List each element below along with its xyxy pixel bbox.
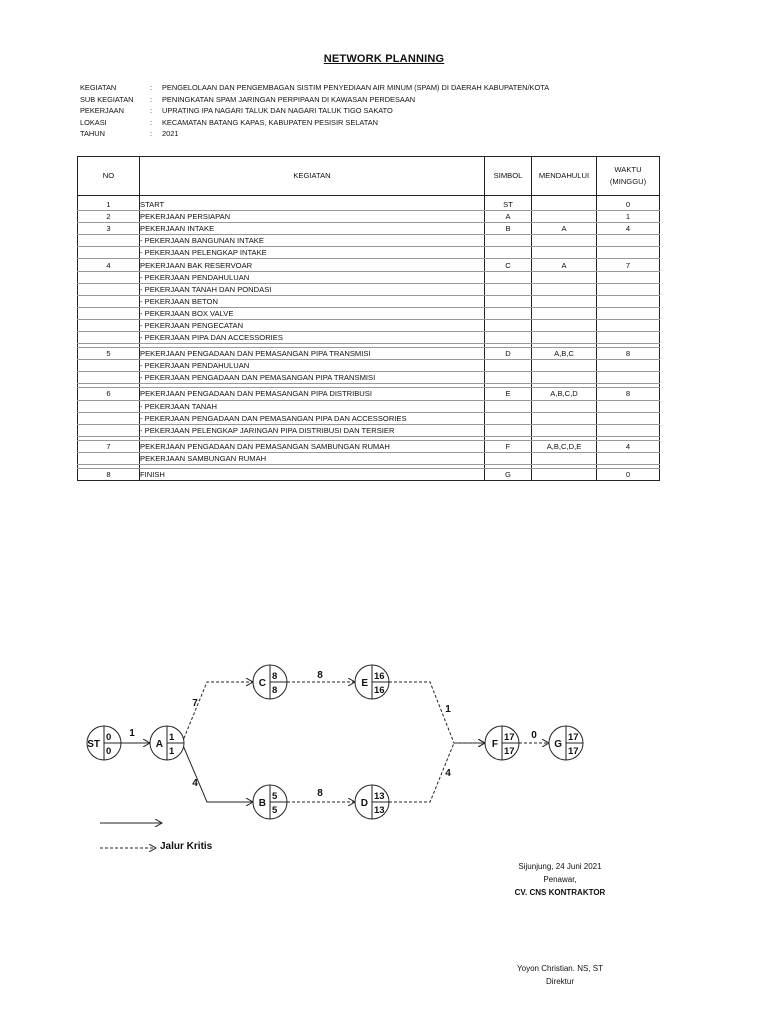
cell-no (78, 283, 140, 295)
node-id: E (361, 678, 368, 689)
cell-kegiatan: - PEKERJAAN BETON (140, 295, 485, 307)
cell-mendahului (532, 332, 597, 344)
project-meta (80, 82, 549, 140)
header-simbol: SIMBOL (485, 157, 532, 196)
legend-arrows (98, 815, 168, 855)
table-row (78, 468, 660, 480)
meta-value: PENGELOLAAN DAN PENGEMBAGAN SISTIM PENYEDIAAN AIR MINUM (SPAM) DI DAERAH KABUPATEN/KOTA (162, 83, 550, 92)
cell-no: 2 (78, 211, 140, 223)
cell-simbol: B (485, 223, 532, 235)
cell-no: 8 (78, 468, 140, 480)
sign-company: CV. CNS KONTRAKTOR (514, 888, 606, 897)
node-g (549, 726, 583, 760)
network-planning-table (77, 156, 660, 481)
cell-kegiatan: PEKERJAAN BAK RESERVOAR (140, 259, 485, 271)
cell-no (78, 271, 140, 283)
cell-mendahului: A,B,C,D,E (532, 440, 597, 452)
cell-mendahului (532, 235, 597, 247)
cell-simbol (485, 247, 532, 259)
cell-mendahului (532, 400, 597, 412)
meta-key: LOKASI (80, 117, 107, 127)
node-id: ST (87, 739, 100, 750)
cell-waktu: 8 (597, 348, 660, 360)
meta-colon: : (150, 129, 153, 138)
cell-waktu (597, 412, 660, 424)
node-b (253, 785, 287, 819)
cell-no (78, 360, 140, 372)
sign-name: Yoyon Christian. NS, ST (517, 964, 603, 973)
edge-label: 1 (129, 728, 135, 739)
node-id: C (258, 678, 266, 689)
cell-no (78, 400, 140, 412)
node-earliest-time: 16 (374, 671, 385, 682)
meta-value: 2021 (162, 129, 179, 138)
table-row (78, 211, 660, 223)
table-row (78, 388, 660, 400)
header-no: NO (78, 157, 140, 196)
node-earliest-time: 0 (106, 732, 112, 743)
cell-mendahului (532, 283, 597, 295)
meta-colon: : (150, 117, 153, 127)
cell-simbol (485, 452, 532, 464)
cell-waktu (597, 400, 660, 412)
cell-waktu (597, 372, 660, 384)
cell-simbol (485, 400, 532, 412)
cell-waktu: 4 (597, 440, 660, 452)
cell-simbol: E (485, 388, 532, 400)
cell-waktu: 1 (597, 211, 660, 223)
node-a (150, 726, 184, 760)
cell-simbol (485, 235, 532, 247)
cell-no (78, 307, 140, 319)
cell-no (78, 452, 140, 464)
node-f (485, 726, 519, 760)
table-row (78, 360, 660, 372)
table-row (78, 295, 660, 307)
cell-waktu (597, 307, 660, 319)
cell-kegiatan: - PEKERJAAN TANAH (140, 400, 485, 412)
node-st (87, 726, 121, 760)
table-row (78, 424, 660, 436)
table-row (78, 348, 660, 360)
cell-mendahului (532, 307, 597, 319)
node-earliest-time: 1 (169, 732, 175, 743)
cell-mendahului (532, 211, 597, 223)
table-row (78, 307, 660, 319)
header-kegiatan: KEGIATAN (140, 157, 485, 196)
cell-no (78, 424, 140, 436)
cell-simbol (485, 332, 532, 344)
cell-simbol (485, 360, 532, 372)
cell-kegiatan: PEKERJAAN INTAKE (140, 223, 485, 235)
cell-no (78, 412, 140, 424)
cell-kegiatan: PEKERJAAN PENGADAAN DAN PEMASANGAN PIPA DISTRIBUSI (140, 388, 485, 400)
edge-label: 4 (445, 768, 451, 779)
cell-no: 3 (78, 223, 140, 235)
node-latest-time: 1 (169, 746, 175, 757)
meta-value: PENINGKATAN SPAM JARINGAN PERPIPAAN DI KAWASAN PERDESAAN (162, 94, 416, 104)
table-row (78, 319, 660, 331)
cell-kegiatan: PEKERJAAN PENGADAAN DAN PEMASANGAN SAMBUNGAN RUMAH (140, 440, 485, 452)
cell-simbol (485, 271, 532, 283)
cell-simbol: C (485, 259, 532, 271)
table-row (78, 223, 660, 235)
meta-colon: : (150, 94, 153, 104)
table-row (78, 400, 660, 412)
sign-role: Penawar, (543, 875, 577, 884)
cell-simbol (485, 424, 532, 436)
node-latest-time: 0 (106, 746, 112, 757)
edge-label: 0 (531, 730, 537, 741)
cell-mendahului: A (532, 223, 597, 235)
cell-mendahului (532, 271, 597, 283)
table-row (78, 199, 660, 211)
meta-key: SUB KEGIATAN (80, 94, 134, 104)
node-e (355, 665, 389, 699)
node-latest-time: 13 (374, 805, 385, 816)
table-body (78, 196, 660, 481)
cell-kegiatan: - PEKERJAAN PENGADAAN DAN PEMASANGAN PIPA DAN ACCESSORIES (140, 412, 485, 424)
cell-waktu (597, 283, 660, 295)
cell-no: 1 (78, 199, 140, 211)
cell-simbol (485, 307, 532, 319)
cell-waktu: 7 (597, 259, 660, 271)
node-earliest-time: 13 (374, 791, 385, 802)
table-row (78, 235, 660, 247)
network-diagram (0, 640, 768, 840)
cell-kegiatan: - PEKERJAAN TANAH DAN PONDASI (140, 283, 485, 295)
cell-waktu (597, 235, 660, 247)
meta-key: PEKERJAAN (80, 106, 124, 115)
cell-kegiatan: - PEKERJAAN PENDAHULUAN (140, 360, 485, 372)
edge-label: 4 (192, 778, 198, 789)
cell-kegiatan: - PEKERJAAN BOX VALVE (140, 307, 485, 319)
cell-kegiatan: PEKERJAAN PERSIAPAN (140, 211, 485, 223)
cell-waktu: 4 (597, 223, 660, 235)
table-header-row (78, 157, 660, 196)
cell-mendahului (532, 295, 597, 307)
cell-no (78, 319, 140, 331)
node-id: F (491, 739, 498, 750)
node-latest-time: 8 (272, 685, 278, 696)
cell-mendahului (532, 199, 597, 211)
cell-simbol: ST (485, 199, 532, 211)
node-latest-time: 17 (504, 746, 515, 757)
cell-no (78, 235, 140, 247)
table-row (78, 332, 660, 344)
cell-no: 6 (78, 388, 140, 400)
cell-waktu (597, 319, 660, 331)
cell-waktu (597, 247, 660, 259)
header-waktu: WAKTU (MINGGU) (597, 157, 660, 196)
cell-kegiatan: START (140, 199, 485, 211)
cell-mendahului (532, 372, 597, 384)
cell-no: 7 (78, 440, 140, 452)
meta-colon: : (150, 106, 153, 115)
meta-colon: : (150, 83, 153, 92)
table-row (78, 440, 660, 452)
table-row (78, 452, 660, 464)
table-row (78, 271, 660, 283)
node-earliest-time: 5 (272, 791, 278, 802)
cell-no: 4 (78, 259, 140, 271)
cell-waktu: 8 (597, 388, 660, 400)
cell-kegiatan: - PEKERJAAN PELENGKAP JARINGAN PIPA DISTRIBUSI DAN TERSIER (140, 424, 485, 436)
node-id: G (554, 739, 562, 750)
node-earliest-time: 17 (504, 732, 515, 743)
node-earliest-time: 17 (568, 732, 579, 743)
signer-block (470, 962, 650, 988)
node-latest-time: 17 (568, 746, 579, 757)
cell-kegiatan: - PEKERJAAN PIPA DAN ACCESSORIES (140, 332, 485, 344)
cell-kegiatan: FINISH (140, 468, 485, 480)
meta-row (80, 128, 549, 140)
cell-kegiatan: PEKERJAAN SAMBUNGAN RUMAH (140, 452, 485, 464)
header-mendahului: MENDAHULUI (532, 157, 597, 196)
meta-key: TAHUN (80, 129, 105, 138)
cell-mendahului (532, 319, 597, 331)
cell-waktu (597, 424, 660, 436)
cell-mendahului (532, 360, 597, 372)
cell-waktu (597, 452, 660, 464)
meta-row (80, 117, 549, 129)
cell-simbol (485, 295, 532, 307)
cell-waktu (597, 360, 660, 372)
node-c (253, 665, 287, 699)
cell-waktu: 0 (597, 199, 660, 211)
meta-key: KEGIATAN (80, 83, 117, 92)
node-earliest-time: 8 (272, 671, 278, 682)
edge-a-c (182, 682, 253, 743)
table-row (78, 412, 660, 424)
meta-row (80, 105, 549, 117)
signature-block (470, 860, 650, 899)
cell-simbol: G (485, 468, 532, 480)
cell-mendahului (532, 412, 597, 424)
node-id: D (360, 798, 368, 809)
cell-simbol: A (485, 211, 532, 223)
meta-row (80, 94, 549, 106)
cell-no: 5 (78, 348, 140, 360)
cell-waktu (597, 332, 660, 344)
cell-no (78, 372, 140, 384)
table-row (78, 259, 660, 271)
edge-label: 8 (317, 670, 323, 681)
table-row (78, 372, 660, 384)
cell-simbol: F (485, 440, 532, 452)
cell-kegiatan: - PEKERJAAN PENDAHULUAN (140, 271, 485, 283)
cell-no (78, 295, 140, 307)
node-d (355, 785, 389, 819)
edge-a-b (182, 743, 253, 802)
cell-mendahului (532, 424, 597, 436)
document-title: NETWORK PLANNING (323, 53, 445, 65)
node-id: B (258, 798, 266, 809)
edge-label: 1 (445, 704, 451, 715)
sign-place-date: Sijunjung, 24 Juni 2021 (518, 862, 602, 871)
cell-mendahului: A,B,C,D (532, 388, 597, 400)
cell-no (78, 332, 140, 344)
cell-mendahului: A (532, 259, 597, 271)
cell-kegiatan: - PEKERJAAN PENGADAAN DAN PEMASANGAN PIPA TRANSMISI (140, 372, 485, 384)
cell-mendahului (532, 247, 597, 259)
cell-simbol (485, 412, 532, 424)
cell-simbol (485, 319, 532, 331)
cell-waktu (597, 271, 660, 283)
node-latest-time: 5 (272, 805, 278, 816)
cell-no (78, 247, 140, 259)
meta-value: KECAMATAN BATANG KAPAS, KABUPATEN PESISIR SELATAN (162, 117, 379, 127)
cell-simbol (485, 283, 532, 295)
edge-label: 8 (317, 788, 323, 799)
cell-kegiatan: - PEKERJAAN BANGUNAN INTAKE (140, 235, 485, 247)
cell-simbol: D (485, 348, 532, 360)
meta-value: UPRATING IPA NAGARI TALUK DAN NAGARI TALUK TIGO SAKATO (162, 106, 393, 115)
cell-mendahului: A,B,C (532, 348, 597, 360)
cell-mendahului (532, 468, 597, 480)
cell-waktu (597, 295, 660, 307)
meta-row (80, 82, 549, 94)
legend-critical-label: Jalur Kritis (160, 841, 213, 852)
node-latest-time: 16 (374, 685, 385, 696)
cell-waktu: 0 (597, 468, 660, 480)
edge-e-f (389, 682, 485, 743)
cell-simbol (485, 372, 532, 384)
edge-d-f (389, 743, 485, 802)
cell-kegiatan: - PEKERJAAN PENGECATAN (140, 319, 485, 331)
cell-kegiatan: PEKERJAAN PENGADAAN DAN PEMASANGAN PIPA TRANSMISI (140, 348, 485, 360)
node-id: A (155, 739, 163, 750)
edge-label: 7 (192, 698, 198, 709)
cell-mendahului (532, 452, 597, 464)
table-row (78, 247, 660, 259)
sign-position: Direktur (545, 977, 574, 986)
table-row (78, 283, 660, 295)
cell-kegiatan: - PEKERJAAN PELENGKAP INTAKE (140, 247, 485, 259)
